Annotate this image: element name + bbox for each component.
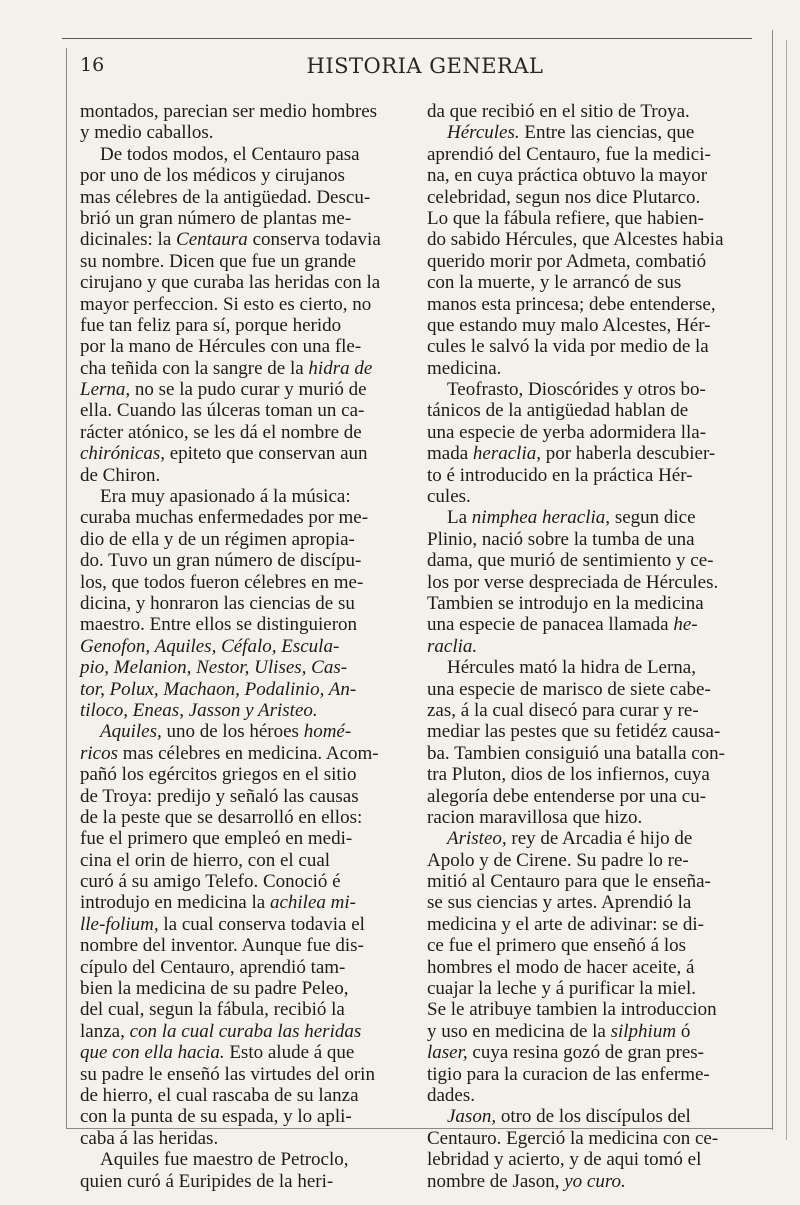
text-line <box>427 101 755 122</box>
text-run: lebridad y acierto, y de aqui tomó el <box>427 1149 702 1171</box>
italic-text: Lerna, <box>80 379 131 401</box>
text-line <box>427 336 755 357</box>
text-line <box>427 636 755 657</box>
text-line <box>80 764 415 785</box>
text-run: bien la medicina de su padre Peleo, <box>80 978 349 1000</box>
text-line <box>80 229 415 250</box>
text-run: querido morir por Admeta, combatió <box>427 250 707 272</box>
italic-text: lle-folium, <box>80 913 159 935</box>
italic-text: Centaura <box>176 229 248 251</box>
text-run: rey de Arcadia é hijo de <box>506 828 693 850</box>
text-line <box>80 1085 415 1106</box>
left-text-column <box>80 101 415 1192</box>
text-run: nombre de Jason, <box>427 1170 565 1192</box>
text-run: mitió al Centauro para que le enseña- <box>427 871 711 893</box>
text-line <box>427 935 755 956</box>
text-line <box>427 465 755 486</box>
text-run: curó á su amigo Telefo. Conoció é <box>80 871 341 893</box>
text-line <box>80 914 415 935</box>
text-line <box>427 294 755 315</box>
text-line <box>80 999 415 1020</box>
italic-text: silphium <box>610 1020 677 1042</box>
text-run: manos esta princesa; debe entenderse, <box>427 293 716 315</box>
running-title: HISTORIA GENERAL <box>306 54 544 78</box>
text-line <box>80 935 415 956</box>
text-run: ó <box>676 1020 691 1042</box>
text-run: con la muerte, y le arrancó de sus <box>427 272 682 294</box>
text-run: cirujano y que curaba las heridas con la <box>80 272 381 294</box>
text-run: Era muy apasionado á la música: <box>100 486 351 508</box>
text-line <box>427 999 755 1020</box>
text-run: Centauro. Egerció la medicina con ce- <box>427 1127 719 1149</box>
right-text-column <box>427 101 755 1192</box>
text-run: los, que todos fueron célebres en me- <box>80 571 364 593</box>
text-run: cípulo del Centauro, aprendió tam- <box>80 956 346 978</box>
text-run: y medio caballos. <box>80 122 214 144</box>
italic-text: Hércules. <box>447 122 520 144</box>
text-line <box>427 529 755 550</box>
text-run: caba á las heridas. <box>80 1127 219 1149</box>
text-run: De todos modos, el Centauro pasa <box>100 143 360 165</box>
text-line <box>427 1042 755 1063</box>
text-line <box>427 165 755 186</box>
page-number: 16 <box>80 54 105 76</box>
text-line <box>427 443 755 464</box>
text-line <box>80 443 415 464</box>
italic-text: homé- <box>303 721 352 743</box>
text-run: tra Pluton, dios de los infiernos, cuya <box>427 764 710 786</box>
text-line <box>80 1128 415 1149</box>
text-run: y uso en medicina de la <box>427 1020 611 1042</box>
text-line <box>80 700 415 721</box>
text-line <box>80 957 415 978</box>
text-line <box>80 593 415 614</box>
text-line <box>427 1128 755 1149</box>
text-run: mas célebres en medicina. Acom- <box>118 742 379 764</box>
italic-text: Aquiles, <box>100 721 162 743</box>
text-run: de hierro, el cual rascaba de su lanza <box>80 1084 359 1106</box>
text-run: Teofrasto, Dioscórides y otros bo- <box>447 379 706 401</box>
text-run: dades. <box>427 1084 476 1106</box>
text-run: otro de los discípulos del <box>496 1106 691 1128</box>
text-line <box>427 1171 755 1192</box>
text-run: maestro. Entre ellos se distinguieron <box>80 614 358 636</box>
text-run: de Troya: predijo y señaló las causas <box>80 785 359 807</box>
text-line <box>427 1106 755 1127</box>
text-line <box>427 122 755 143</box>
text-run: dicina, y honraron las ciencias de su <box>80 592 355 614</box>
text-line <box>80 1171 415 1192</box>
text-line <box>427 486 755 507</box>
text-line <box>427 1064 755 1085</box>
text-line <box>80 550 415 571</box>
text-line <box>80 315 415 336</box>
text-line <box>80 251 415 272</box>
text-run: se sus ciencias y artes. Aprendió la <box>427 892 692 914</box>
text-line <box>80 614 415 635</box>
text-run: tigio para la curacion de las enferme- <box>427 1063 710 1085</box>
text-line <box>80 1106 415 1127</box>
text-run: con la punta de su espada, y lo apli- <box>80 1106 352 1128</box>
text-line <box>80 892 415 913</box>
text-run: dama, que murió de sentimiento y ce- <box>427 550 714 572</box>
text-line <box>427 550 755 571</box>
text-line <box>427 251 755 272</box>
text-run: mas célebres de la antigüedad. Descu- <box>80 186 371 208</box>
text-line <box>427 272 755 293</box>
text-line <box>80 465 415 486</box>
text-run: rácter atónico, se les dá el nombre de <box>80 421 362 443</box>
text-run: celebridad, segun nos dice Plutarco. <box>427 186 701 208</box>
text-run: medicina y el arte de adivinar: se di- <box>427 913 704 935</box>
text-run: conserva todavia <box>247 229 381 251</box>
text-run: que estando muy malo Alcestes, Hér- <box>427 314 711 336</box>
text-run: su padre le enseñó las virtudes del orin <box>80 1063 375 1085</box>
text-run: ce fue el primero que enseñó á los <box>427 935 687 957</box>
text-line <box>427 957 755 978</box>
italic-text: tiloco, Eneas, Jasson y Aristeo. <box>80 699 318 721</box>
text-run: no se la pudo curar y murió de <box>130 379 367 401</box>
text-run: na, en cuya práctica obtuvo la mayor <box>427 165 708 187</box>
text-run: mada <box>427 443 473 465</box>
text-run: alegoría debe entenderse por una cu- <box>427 785 707 807</box>
text-line <box>427 978 755 999</box>
text-line <box>80 1042 415 1063</box>
text-run: Esto alude á que <box>224 1042 355 1064</box>
text-run: por haberla descubier- <box>540 443 716 465</box>
text-run: una especie de yerba adormidera lla- <box>427 421 707 443</box>
text-run: aprendió del Centauro, fue la medici- <box>427 143 711 165</box>
text-line <box>427 786 755 807</box>
text-line <box>80 572 415 593</box>
text-line <box>80 187 415 208</box>
text-run: uno de los héroes <box>161 721 304 743</box>
text-line <box>427 229 755 250</box>
text-run: quien curó á Euripides de la heri- <box>80 1170 334 1192</box>
text-line <box>80 422 415 443</box>
italic-text: hidra de <box>308 357 373 379</box>
text-run: de la peste que se desarrolló en ellos: <box>80 806 363 828</box>
text-line <box>427 379 755 400</box>
text-line <box>80 679 415 700</box>
italic-text: he- <box>673 614 698 636</box>
text-run: Hércules mató la hidra de Lerna, <box>447 657 696 679</box>
italic-text: yo curo. <box>564 1170 626 1192</box>
text-line <box>80 529 415 550</box>
text-line <box>80 657 415 678</box>
text-run: to é introducido en la práctica Hér- <box>427 464 693 486</box>
text-line <box>427 208 755 229</box>
text-run: por uno de los médicos y cirujanos <box>80 165 345 187</box>
text-line <box>427 1149 755 1170</box>
text-line <box>80 743 415 764</box>
text-line <box>80 721 415 742</box>
left-frame-line <box>66 48 67 1128</box>
italic-text: Aristeo, <box>447 828 507 850</box>
text-line <box>427 1085 755 1106</box>
text-run: Aquiles fue maestro de Petroclo, <box>100 1149 349 1171</box>
text-line <box>80 101 415 122</box>
text-run: lanza, <box>80 1020 130 1042</box>
text-run: cuya resina gozó de gran pres- <box>467 1042 704 1064</box>
text-line <box>80 294 415 315</box>
text-line <box>80 400 415 421</box>
italic-text: raclia. <box>427 635 478 657</box>
text-run: introdujo en medicina la <box>80 892 270 914</box>
text-line <box>427 144 755 165</box>
italic-text: heraclia, <box>472 443 541 465</box>
italic-text: laser, <box>427 1042 468 1064</box>
text-line <box>427 422 755 443</box>
text-line <box>427 657 755 678</box>
text-line <box>427 871 755 892</box>
text-run: cules. <box>427 486 471 508</box>
text-run: dicinales: la <box>80 229 177 251</box>
text-run: cha teñida con la sangre de la <box>80 357 309 379</box>
text-line <box>80 144 415 165</box>
text-run: dio de ella y de un régimen apropia- <box>80 528 355 550</box>
text-run: del cual, segun la fábula, recibió la <box>80 999 345 1021</box>
text-run: cina el orin de hierro, con el cual <box>80 849 331 871</box>
text-run: pañó los egércitos griegos en el sitio <box>80 764 357 786</box>
text-line <box>427 614 755 635</box>
text-run: do sabido Hércules, que Alcestes habia <box>427 229 724 251</box>
text-line <box>80 336 415 357</box>
text-line <box>80 358 415 379</box>
text-line <box>427 764 755 785</box>
text-line <box>80 850 415 871</box>
text-line <box>427 679 755 700</box>
text-line <box>80 828 415 849</box>
text-run: brió un gran número de plantas me- <box>80 207 352 229</box>
text-run: da que recibió en el sitio de Troya. <box>427 101 690 122</box>
text-run: cuajar la leche y á purificar la miel. <box>427 978 697 1000</box>
text-line <box>427 828 755 849</box>
text-line <box>427 315 755 336</box>
text-line <box>80 379 415 400</box>
text-line <box>427 721 755 742</box>
text-line <box>80 486 415 507</box>
text-line <box>80 786 415 807</box>
text-run: Apolo y de Cirene. Su padre lo re- <box>427 849 689 871</box>
text-line <box>80 165 415 186</box>
page-header <box>80 54 770 84</box>
right-edge-line <box>786 40 787 1140</box>
text-run: mayor perfeccion. Si esto es cierto, no <box>80 293 372 315</box>
text-run: ba. Tambien consiguió una batalla con- <box>427 742 726 764</box>
text-run: la cual conserva todavia el <box>158 913 365 935</box>
text-run: mediar las pestes que su fetidéz causa- <box>427 721 721 743</box>
text-line <box>427 743 755 764</box>
text-run: La <box>447 507 472 529</box>
text-run: fue el primero que empleó en medi- <box>80 828 353 850</box>
text-run: tánicos de la antigüedad hablan de <box>427 400 689 422</box>
text-run: medicina. <box>427 357 502 379</box>
text-run: segun dice <box>610 507 696 529</box>
text-line <box>80 208 415 229</box>
text-line <box>427 892 755 913</box>
text-line <box>427 914 755 935</box>
text-run: epiteto que conservan aun <box>164 443 368 465</box>
text-run: una especie de marisco de siete cabe- <box>427 678 711 700</box>
italic-text: que con ella hacia. <box>80 1042 225 1064</box>
text-line <box>427 593 755 614</box>
text-line <box>80 272 415 293</box>
text-line <box>427 400 755 421</box>
text-run: Se le atribuye tambien la introduccion <box>427 999 717 1021</box>
italic-text: Jason, <box>447 1106 497 1128</box>
text-run: racion maravillosa que hizo. <box>427 806 643 828</box>
text-line <box>80 1021 415 1042</box>
text-run: zas, á la cual disecó para curar y re- <box>427 699 699 721</box>
italic-text: pio, Melanion, Nestor, Ulises, Cas- <box>80 657 348 679</box>
text-line <box>427 187 755 208</box>
text-run: fue tan feliz para sí, porque herido <box>80 314 342 336</box>
text-line <box>427 700 755 721</box>
text-run: una especie de panacea llamada <box>427 614 674 636</box>
italic-text: Genofon, Aquiles, Céfalo, Escula- <box>80 635 340 657</box>
text-run: Entre las ciencias, que <box>519 122 695 144</box>
text-line <box>427 572 755 593</box>
text-line <box>80 507 415 528</box>
italic-text: chirónicas, <box>80 443 165 465</box>
text-line <box>80 871 415 892</box>
right-frame-line <box>772 30 773 1130</box>
text-run: su nombre. Dicen que fue un grande <box>80 250 356 272</box>
text-run: por la mano de Hércules con una fle- <box>80 336 362 358</box>
text-run: cules le salvó la vida por medio de la <box>427 336 709 358</box>
text-line <box>80 807 415 828</box>
text-line <box>427 807 755 828</box>
text-line <box>80 978 415 999</box>
italic-text: nimphea heraclia, <box>471 507 611 529</box>
italic-text: con la cual curaba las heridas <box>129 1020 362 1042</box>
text-line <box>80 1064 415 1085</box>
text-line <box>80 122 415 143</box>
text-line <box>427 1021 755 1042</box>
text-run: do. Tuvo un gran número de discípu- <box>80 550 362 572</box>
text-run: Tambien se introdujo en la medicina <box>427 592 704 614</box>
text-line <box>80 636 415 657</box>
text-run: de Chiron. <box>80 464 161 486</box>
italic-text: ricos <box>80 742 118 764</box>
text-run: los por verse despreciada de Hércules. <box>427 571 719 593</box>
text-run: curaba muchas enfermedades por me- <box>80 507 369 529</box>
top-rule <box>62 38 752 39</box>
text-line <box>427 507 755 528</box>
text-line <box>80 1149 415 1170</box>
italic-text: tor, Polux, Machaon, Podalinio, An- <box>80 678 357 700</box>
text-line <box>427 850 755 871</box>
text-line <box>427 358 755 379</box>
text-run: montados, parecian ser medio hombres <box>80 101 378 122</box>
italic-text: achilea mi- <box>269 892 356 914</box>
text-run: ella. Cuando las úlceras toman un ca- <box>80 400 365 422</box>
text-run: Plinio, nació sobre la tumba de una <box>427 528 695 550</box>
text-run: Lo que la fábula refiere, que habien- <box>427 207 704 229</box>
text-run: hombres el modo de hacer aceite, á <box>427 956 695 978</box>
text-run: nombre del inventor. Aunque fue dis- <box>80 935 364 957</box>
